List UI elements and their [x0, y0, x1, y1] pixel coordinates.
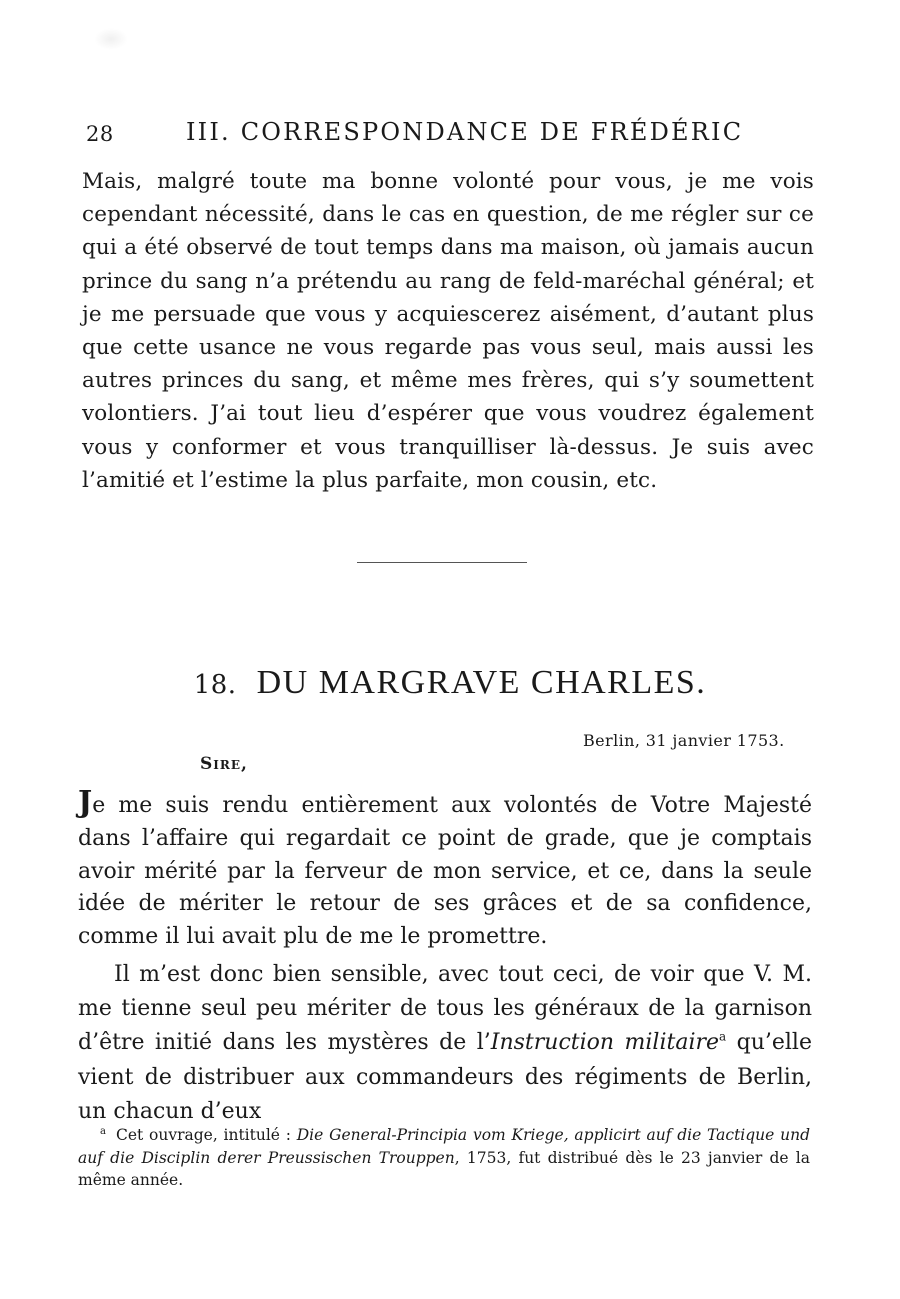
letter-paragraph-1-text: e me suis rendu entièrement aux volontés de Votre Majesté dans l’affaire qui regardait ce point de grade, que je comptais avoir mérité par la ferveur de mon service, et ce, dans la seule idée de mériter le retour de ses grâces et de sa confidence, comme il lui avait plu de me le promettre.: [78, 793, 812, 950]
letter-paragraph-2-text-a: Il m’est donc bien sensible, avec tout ceci, de voir que V. M. me tienne seul peu mériter de tous les généraux de la garnison d’être initié dans les mystères de l’: [78, 962, 812, 1056]
page-number: 28: [86, 122, 114, 146]
dateline: Berlin, 31 janvier 1753.: [583, 731, 785, 750]
paragraph-continuation: Mais, malgré toute ma bonne volonté pour vous, je me vois cependant nécessité, dans le cas en question, de me régler sur ce qui a été observé de tout temps dans ma maison, où jamais aucun prince du sang n’a prétendu au rang de feld-maréchal général; et je me persuade que vous y acquiescerez aisément, d’autant plus que cette usance ne vous regarde pas vous seul, mais aussi les autres princes du sang, et même mes frères, qui s’y soumettent volontiers. J’ai tout lieu d’espérer que vous voudrez également vous y conformer et vous tranquilliser là-dessus. Je suis avec l’amitié et l’estime la plus parfaite, mon cousin, etc.: [82, 169, 814, 493]
letter-number: 18.: [193, 670, 237, 700]
letter-paragraph-1: [78, 785, 812, 954]
running-title: III. CORRESPONDANCE DE FRÉDÉRIC: [186, 118, 744, 146]
footnote-book-title: Die General-Principia vom Kriege, applicirt auf die Tactique und auf die Disciplin derer Preussischen Trouppen: [78, 1126, 810, 1167]
section-divider: [357, 562, 527, 563]
letter-paragraph-2: [78, 958, 812, 1129]
paper-smudge: [94, 28, 128, 50]
work-title-italic: Instruction militaire: [490, 1030, 720, 1056]
initial-letter: J: [78, 785, 93, 820]
footnote-mark: a: [100, 1126, 106, 1137]
letter-title: DU MARGRAVE CHARLES.: [256, 664, 707, 701]
salutation: Sire,: [200, 754, 248, 774]
running-head: [82, 118, 822, 150]
letter-paragraph-2-text-b: qu’elle vient de distribuer aux commandeurs des régiments de Berlin, un chacun d’eux: [78, 1030, 812, 1124]
letter-heading: [0, 664, 900, 702]
footnote: [78, 1121, 810, 1192]
footnote-text-a: Cet ouvrage, intitulé :: [115, 1126, 297, 1145]
footnote-reference: a: [719, 1030, 727, 1045]
footnote-text-b: , 1753, fut distribué dès le 23 janvier de la même année.: [78, 1148, 811, 1190]
